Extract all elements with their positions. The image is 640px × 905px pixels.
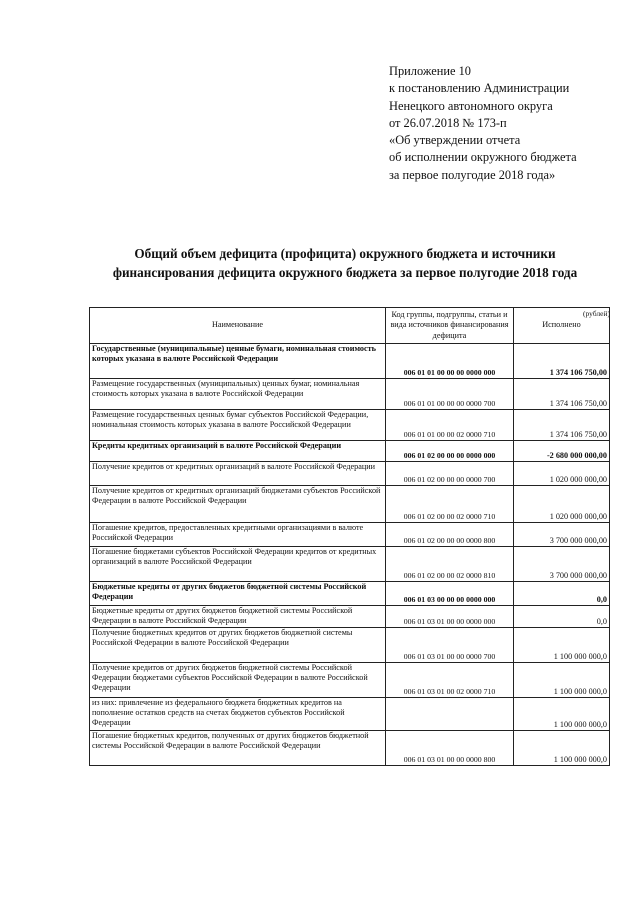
row-amount-cell: 3 700 000 000,00	[514, 547, 610, 582]
row-amount-cell: -2 680 000 000,00	[514, 441, 610, 462]
row-code-cell: 006 01 03 00 00 00 0000 000	[386, 582, 514, 606]
table-row	[90, 410, 610, 441]
appendix-line: Приложение 10	[389, 64, 471, 78]
row-amount-cell: 0,0	[514, 606, 610, 628]
row-name-cell: из них: привлечение из федерального бюджета бюджетных кредитов на пополнение остатков средств на счетах бюджетов субъектов Российской Федерации	[90, 698, 386, 731]
row-code-cell: 006 01 01 00 00 02 0000 710	[386, 410, 514, 441]
row-name-cell: Бюджетные кредиты от других бюджетов бюджетной системы Российской Федерации	[90, 582, 386, 606]
table-row	[90, 379, 610, 410]
table-row	[90, 523, 610, 547]
row-amount-cell: 3 700 000 000,00	[514, 523, 610, 547]
row-amount-cell: 1 100 000 000,0	[514, 628, 610, 663]
header-code: Код группы, подгруппы, статьи и вида источников финансирования дефицита	[386, 308, 514, 344]
row-amount-cell: 1 374 106 750,00	[514, 344, 610, 379]
row-code-cell: 006 01 01 00 00 00 0000 700	[386, 379, 514, 410]
row-name-cell: Кредиты кредитных организаций в валюте Российской Федерации	[90, 441, 386, 462]
table-row	[90, 441, 610, 462]
table-header-row	[90, 308, 610, 344]
row-name-cell: Получение бюджетных кредитов от других бюджетов бюджетной системы Российской Федерации в валюте Российской Федерации	[90, 628, 386, 663]
row-name-cell: Размещение государственных (муниципальных) ценных бумаг, номинальная стоимость которых указана в валюте Российской Федерации	[90, 379, 386, 410]
row-code-cell: 006 01 03 01 00 00 0000 700	[386, 628, 514, 663]
units-label: (рублей)	[582, 309, 610, 318]
table-row	[90, 698, 610, 731]
row-amount-cell: 1 374 106 750,00	[514, 410, 610, 441]
table-row	[90, 628, 610, 663]
document-title	[60, 244, 630, 282]
row-amount-cell: 1 100 000 000,0	[514, 663, 610, 698]
row-code-cell: 006 01 03 01 00 00 0000 800	[386, 731, 514, 766]
row-amount-cell: 1 374 106 750,00	[514, 379, 610, 410]
row-code-cell: 006 01 01 00 00 00 0000 000	[386, 344, 514, 379]
row-amount-cell: 1 020 000 000,00	[514, 486, 610, 523]
row-name-cell: Получение кредитов от кредитных организаций в валюте Российской Федерации	[90, 462, 386, 486]
row-name-cell: Бюджетные кредиты от других бюджетов бюджетной системы Российской Федерации в валюте Российской Федерации	[90, 606, 386, 628]
financing-sources-table	[89, 307, 610, 766]
table-row	[90, 663, 610, 698]
table-row	[90, 731, 610, 766]
row-code-cell: 006 01 02 00 00 02 0000 710	[386, 486, 514, 523]
table-row	[90, 462, 610, 486]
row-name-cell: Государственные (муниципальные) ценные бумаги, номинальная стоимость которых указана в валюте Российской Федерации	[90, 344, 386, 379]
appendix-line: к постановлению Администрации	[389, 81, 570, 96]
row-code-cell: 006 01 03 01 00 02 0000 710	[386, 663, 514, 698]
row-amount-cell: 1 100 000 000,0	[514, 731, 610, 766]
table-row	[90, 582, 610, 606]
row-code-cell: 006 01 02 00 00 02 0000 810	[386, 547, 514, 582]
row-amount-cell: 0,0	[514, 582, 610, 606]
row-amount-cell: 1 100 000 000,0	[514, 698, 610, 731]
appendix-note	[389, 63, 629, 184]
row-name-cell: Размещение государственных ценных бумаг субъектов Российской Федерации, номинальная стоимость которых указана в валюте Российской Федерации	[90, 410, 386, 441]
appendix-line: от 26.07.2018 № 173-п	[389, 115, 507, 130]
row-name-cell: Получение кредитов от других бюджетов бюджетной системы Российской Федерации бюджетами субъектов Российской Федерации в валюте Российской Федерации	[90, 663, 386, 698]
row-name-cell: Погашение кредитов, предоставленных кредитными организациями в валюте Российской Федерации	[90, 523, 386, 547]
table-row	[90, 547, 610, 582]
appendix-line: за первое полугодие 2018 года»	[389, 167, 556, 182]
header-name: Наименование	[90, 308, 386, 344]
row-code-cell: 006 01 03 01 00 00 0000 000	[386, 606, 514, 628]
title-line: финансирования дефицита окружного бюджета за первое полугодие 2018 года	[112, 265, 578, 280]
appendix-line: «Об утверждении отчета	[389, 133, 521, 148]
row-amount-cell: 1 020 000 000,00	[514, 462, 610, 486]
row-name-cell: Погашение бюджетами субъектов Российской Федерации кредитов от кредитных организаций в валюте Российской Федерации	[90, 547, 386, 582]
appendix-line: Ненецкого автономного округа	[389, 98, 553, 113]
table-row	[90, 486, 610, 523]
row-code-cell: 006 01 02 00 00 00 0000 000	[386, 441, 514, 462]
row-name-cell: Получение кредитов от кредитных организаций бюджетами субъектов Российской Федерации в валюте Российской Федерации	[90, 486, 386, 523]
title-line: Общий объем дефицита (профицита) окружного бюджета и источники	[134, 246, 556, 261]
table-row	[90, 606, 610, 628]
row-code-cell	[386, 698, 514, 731]
row-code-cell: 006 01 02 00 00 00 0000 700	[386, 462, 514, 486]
appendix-line: об исполнении окружного бюджета	[389, 150, 577, 165]
row-name-cell: Погашение бюджетных кредитов, полученных от других бюджетов бюджетной системы Российской Федерации в валюте Российской Федерации	[90, 731, 386, 766]
table-row	[90, 344, 610, 379]
header-amount: Исполнено	[514, 308, 610, 344]
row-code-cell: 006 01 02 00 00 00 0000 800	[386, 523, 514, 547]
